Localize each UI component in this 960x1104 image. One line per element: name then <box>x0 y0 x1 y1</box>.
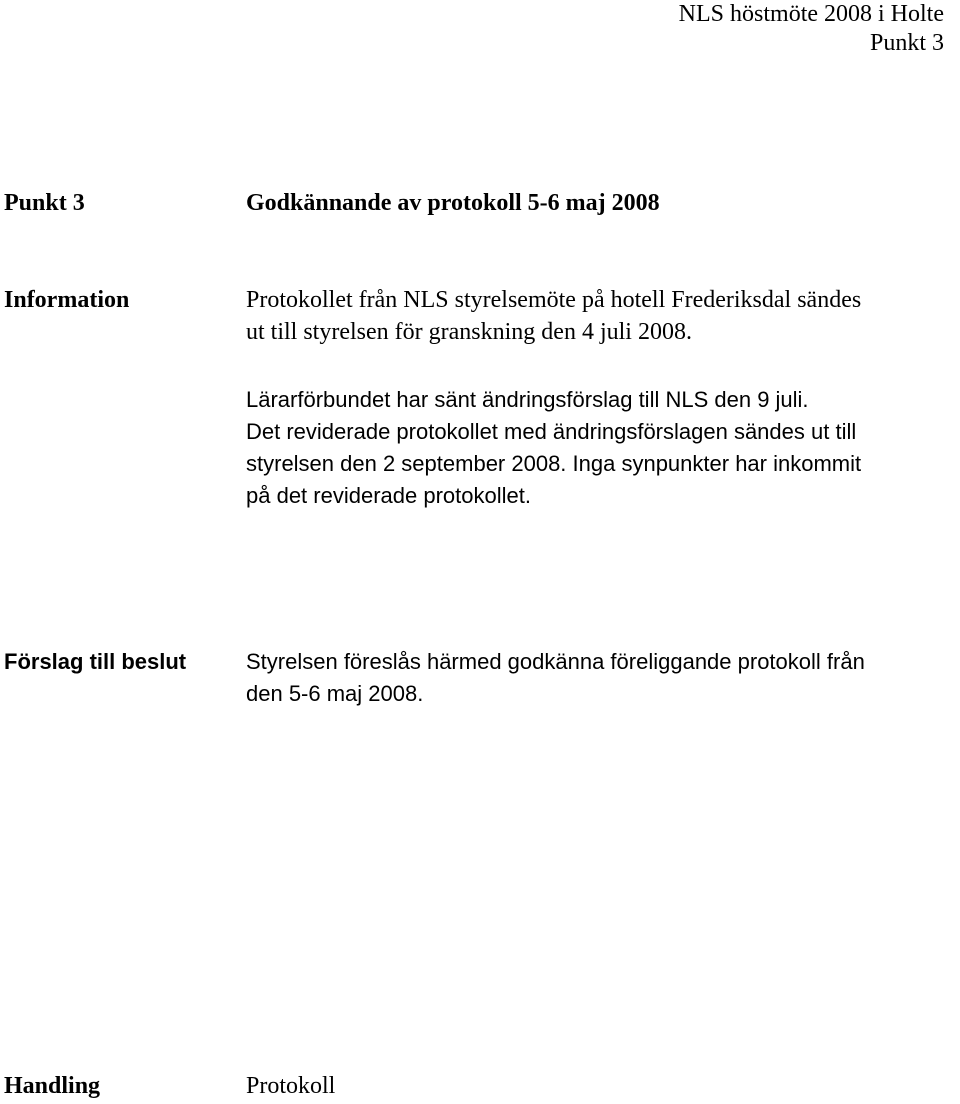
information-paragraph-2 <box>246 384 861 512</box>
text-line: Lärarförbundet har sänt ändringsförslag till NLS den 9 juli. <box>246 387 809 412</box>
item-title: Godkännande av protokoll 5-6 maj 2008 <box>246 190 660 216</box>
section-label-item: Punkt 3 <box>4 190 85 216</box>
handling-value: Protokoll <box>246 1073 336 1099</box>
section-label-proposal: Förslag till beslut <box>4 649 187 674</box>
text-line: Protokollet från NLS styrelsemöte på hotell Frederiksdal sändes <box>246 287 862 313</box>
text-line: Det reviderade protokollet med ändringsförslagen sändes ut till <box>246 419 857 444</box>
text-line: styrelsen den 2 september 2008. Inga synpunkter har inkommit <box>246 451 862 476</box>
text-line: ut till styrelsen för granskning den 4 juli 2008. <box>246 319 692 345</box>
information-paragraph-1 <box>246 284 861 348</box>
header-meeting-title: NLS höstmöte 2008 i Holte <box>678 1 944 27</box>
text-line: Styrelsen föreslås härmed godkänna föreliggande protokoll från <box>246 649 865 674</box>
header-item-number: Punkt 3 <box>869 30 944 56</box>
section-label-information: Information <box>4 287 130 313</box>
text-line: på det reviderade protokollet. <box>246 483 531 508</box>
text-line: den 5-6 maj 2008. <box>246 681 424 706</box>
section-label-handling: Handling <box>4 1073 101 1099</box>
proposal-paragraph <box>246 646 865 710</box>
